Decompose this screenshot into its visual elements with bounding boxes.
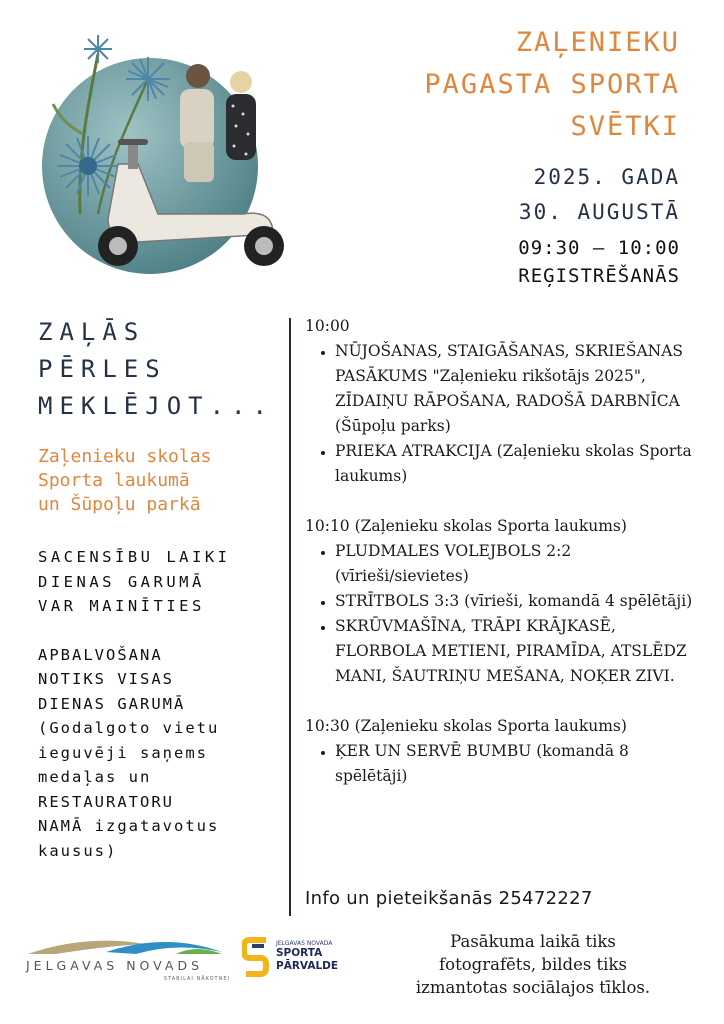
awards-note — [38, 643, 288, 864]
event-date-line: 2025. GADA — [533, 165, 680, 189]
schedule-block — [305, 514, 705, 689]
note-line: SACENSĪBU LAIKI — [38, 548, 231, 566]
contact-info: Info un pieteikšanās 25472227 — [305, 888, 593, 909]
note-line: NAMĀ izgatavotus — [38, 817, 220, 835]
note-line: DIENAS GARUMĀ — [38, 694, 186, 713]
note-line: VAR MAINĪTIES — [38, 597, 205, 615]
slogan-line: ZAĻĀS — [38, 318, 146, 346]
event-date — [380, 160, 680, 230]
registration-label: REĢISTRĒŠANĀS — [518, 265, 680, 287]
slogan-line: PĒRLES — [38, 355, 167, 383]
venue-line: un Šūpoļu parkā — [38, 494, 201, 515]
note-line: kausus) — [38, 841, 118, 860]
note-line: ieguvēji saņems — [38, 743, 208, 762]
schedule-time: 10:30 (Zaļenieku skolas Sporta laukums) — [305, 717, 627, 735]
event-title — [300, 22, 680, 148]
activity-item: • PLUDMALES VOLEJBOLS 2:2 (vīrieši/sievietes) — [335, 539, 705, 589]
event-title-line: ZAĻENIEKU — [515, 27, 680, 58]
note-line: medaļas un — [38, 768, 152, 786]
column-divider — [289, 318, 291, 916]
activity-list — [305, 339, 705, 489]
event-title-line: SVĒTKI — [570, 111, 680, 142]
sporta-parvalde-logo-mark — [242, 936, 272, 978]
slogan — [38, 314, 288, 425]
registration-time: 09:30 – 10:00 — [518, 237, 680, 259]
sporta-parvalde-text: PĀRVALDE — [276, 960, 339, 972]
activity-item: • PRIEKA ATRAKCIJA (Zaļenieku skolas Sporta laukums) — [335, 439, 705, 489]
venue — [38, 445, 288, 517]
event-title-line: PAGASTA SPORTA — [424, 69, 680, 100]
event-date-line: 30. AUGUSTĀ — [518, 200, 680, 224]
note-line: RESTAURATORU — [38, 792, 174, 811]
schedule-change-note — [38, 545, 288, 619]
photo-notice — [360, 930, 706, 999]
note-line: NOTIKS VISAS — [38, 670, 174, 688]
note-line: DIENAS GARUMĀ — [38, 572, 205, 591]
schedule — [305, 314, 705, 814]
venue-line: Sporta laukumā — [38, 470, 190, 491]
activity-item: • STRĪTBOLS 3:3 (vīrieši, komandā 4 spēlētāji) — [335, 589, 705, 614]
activity-item: • SKRŪVMAŠĪNA, TRĀPI KRĀJKASĒ, FLORBOLA METIENI, PIRAMĪDA, ATSLĒDZ MANI, ŠAUTRIŅU MEŠANA, NOĶER ZIVI. — [335, 614, 705, 689]
activity-list — [305, 739, 705, 789]
schedule-block — [305, 714, 705, 789]
sporta-parvalde-text: SPORTA — [276, 947, 323, 959]
registration — [350, 234, 680, 290]
scooter-couple-illustration — [28, 14, 300, 274]
venue-line: Zaļenieku skolas — [38, 446, 212, 467]
slogan-line: MEKLĒJOT... — [38, 392, 274, 420]
jelgava-novads-tagline: STABILAI NĀKOTNEI — [163, 976, 230, 982]
activity-list — [305, 539, 705, 689]
photo-notice-line: izmantotas sociālajos tīklos. — [415, 978, 651, 997]
note-line: (Godalgoto vietu — [38, 719, 220, 737]
photo-notice-line: fotografēts, bildes tiks — [439, 955, 627, 974]
schedule-time: 10:00 — [305, 317, 350, 335]
jelgava-novads-name: JELGAVAS NOVADS — [26, 958, 204, 973]
activity-item: • ĶER UN SERVĒ BUMBU (komandā 8 spēlētāji) — [335, 739, 705, 789]
sporta-parvalde-small-text: JELGAVAS NOVADA — [276, 940, 333, 947]
activity-item: • NŪJOŠANAS, STAIGĀŠANAS, SKRIEŠANAS PASĀKUMS "Zaļenieku rikšotājs 2025", ZĪDAIŅU RĀPOŠANA, RADOŠĀ DARBNĪCA (Šūpoļu parks) — [335, 339, 705, 439]
note-line: APBALVOŠANA — [38, 645, 163, 664]
schedule-time: 10:10 (Zaļenieku skolas Sporta laukums) — [305, 517, 627, 535]
schedule-block — [305, 314, 705, 489]
photo-notice-line: Pasākuma laikā tiks — [450, 932, 616, 951]
left-column — [38, 314, 288, 863]
